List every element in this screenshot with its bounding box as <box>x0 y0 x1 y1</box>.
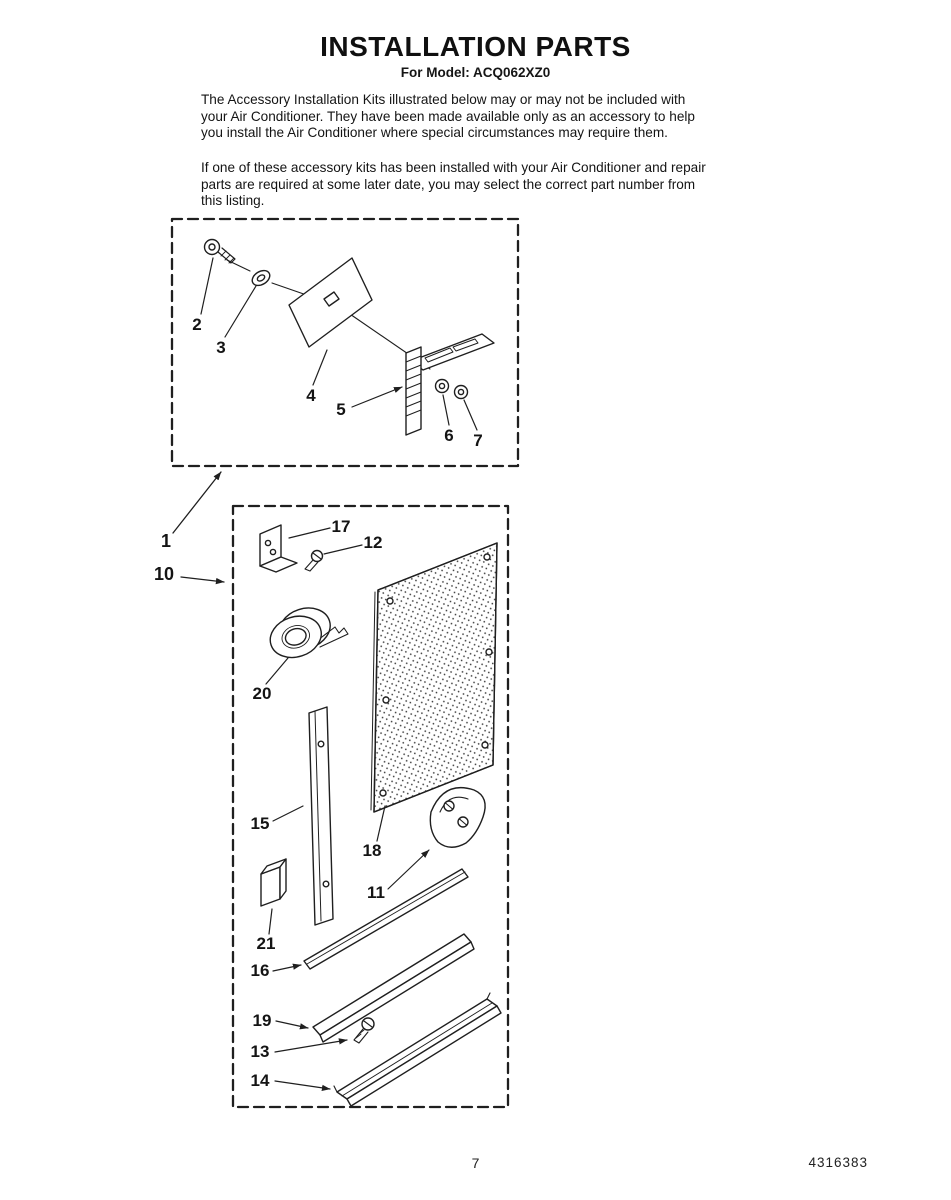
nut-part7-illustration <box>455 386 468 399</box>
catalog-number: 4316383 <box>808 1155 868 1170</box>
washer-part3-illustration <box>249 267 272 288</box>
model-line: For Model: ACQ062XZ0 <box>400 65 551 80</box>
kit1-label: 1 <box>160 531 172 551</box>
side-channel-part15-illustration <box>309 707 333 925</box>
callout-part11: 11 <box>367 883 385 902</box>
callout-part15: 15 <box>250 814 270 833</box>
support-bracket-part5-illustration <box>406 334 494 435</box>
callout-part12: 12 <box>363 533 383 552</box>
nut-part6-illustration <box>436 380 449 393</box>
callout-part19: 19 <box>252 1011 272 1030</box>
intro-paragraph-2: If one of these accessory kits has been installed with your Air Conditioner and repair parts are required at some later date, you may select the correct part number from this listing. <box>201 160 706 209</box>
plate-part4-illustration <box>289 258 372 347</box>
perforated-panel-part18-illustration <box>371 543 497 812</box>
callout-part18: 18 <box>362 841 382 860</box>
callout-part13: 13 <box>250 1042 270 1061</box>
page-title: INSTALLATION PARTS <box>320 31 631 62</box>
kit2-label: 10 <box>153 564 175 584</box>
callout-part7: 7 <box>473 431 483 450</box>
callout-part21: 21 <box>256 934 276 953</box>
callout-part17: 17 <box>331 517 351 536</box>
screw-part2-illustration <box>205 240 236 264</box>
callout-part5: 5 <box>336 400 346 419</box>
page-number: 7 <box>471 1155 480 1171</box>
kit1-label-arrow <box>173 472 221 533</box>
callout-part14: 14 <box>250 1071 270 1090</box>
clamp-bracket-part11-illustration <box>430 788 485 848</box>
foam-block-part21-illustration <box>261 859 286 906</box>
callout-part6: 6 <box>444 426 454 445</box>
callout-part4: 4 <box>306 386 316 405</box>
kit2-label-arrow <box>181 577 224 582</box>
tape-roll-part20-illustration <box>263 602 348 664</box>
intro-paragraph-1: The Accessory Installation Kits illustrated below may or may not be included with your Air Conditioner. They have been made available only as an accessory to help you install the Air Conditioner where special circumstances may require them. <box>201 92 695 141</box>
callout-part16: 16 <box>250 961 270 980</box>
screw-part12-illustration <box>305 551 323 572</box>
callout-part2: 2 <box>192 315 202 334</box>
callout-part3: 3 <box>216 338 226 357</box>
angle-bracket-part17-illustration <box>260 525 297 572</box>
callout-part20: 20 <box>252 684 272 703</box>
